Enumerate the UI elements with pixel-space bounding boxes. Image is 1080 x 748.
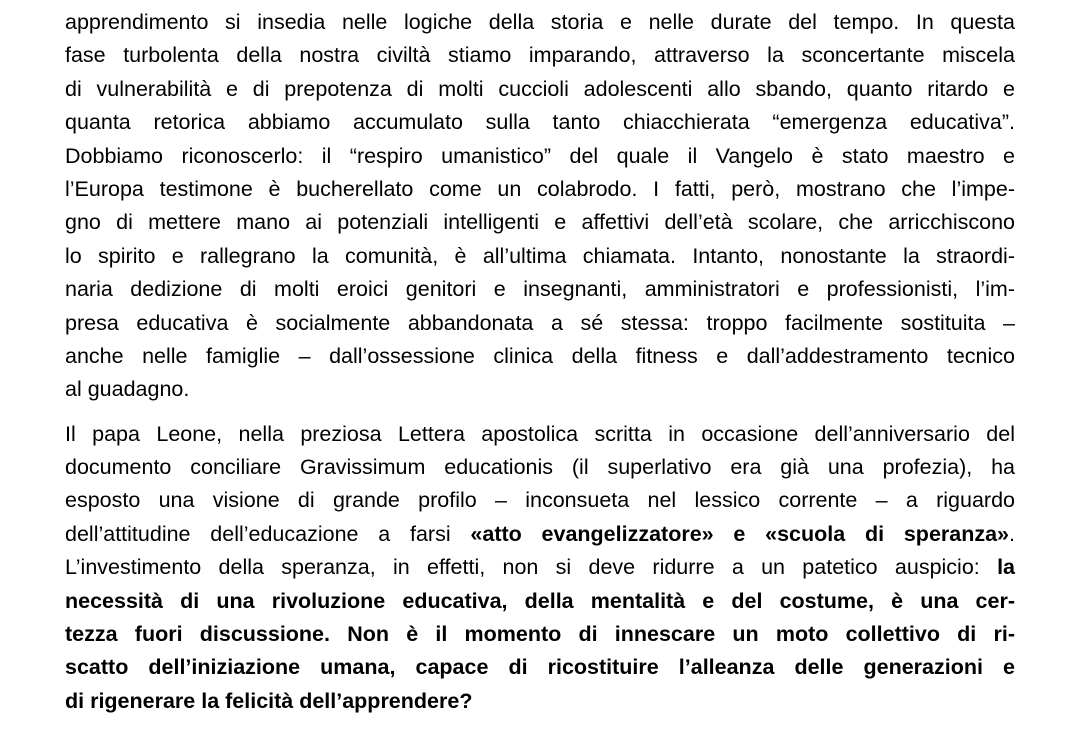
text-line: fase turbolenta della nostra civiltà stiamo imparando, attraverso la sconcertante miscela [65,43,1015,68]
bold-text-line: necessità di una rivoluzione educativa, della mentalità e del costume, è una cer- [65,588,1015,613]
paragraph-spacer [65,407,1015,418]
text-line: quanta retorica abbiamo accumulato sulla tanto chiacchierata “emergenza educativa”. [65,110,1015,135]
text-line: esposto una visione di grande profilo – inconsueta nel lessico corrente – a riguardo [65,488,1015,513]
bold-quote: «atto evangelizzatore» e «scuola di speranza» [470,521,1010,546]
bold-text-line: di rigenerare la felicità dell’apprendere? [65,688,473,713]
text-run: dell’attitudine dell’educazione a farsi [65,521,471,546]
text-line: anche nelle famiglie – dall’ossessione clinica della fitness e dall’addestramento tecnico [65,343,1015,368]
text-line: presa educativa è socialmente abbandonata a sé stessa: troppo facilmente sostituita – [65,310,1015,335]
text-line: al guadagno. [65,377,190,402]
text-line [65,551,1015,584]
paragraph-2 [65,418,1015,719]
text-line: naria dedizione di molti eroici genitori e insegnanti, amministratori e professionisti, l’im- [65,277,1015,302]
text-line: documento conciliare Gravissimum educationis (il superlativo era già una profezia), ha [65,455,1015,480]
text-line [65,518,1015,551]
text-line: Dobbiamo riconoscerlo: il “respiro umanistico” del quale il Vangelo è stato maestro e [65,143,1015,168]
text-line: Il papa Leone, nella preziosa Lettera apostolica scritta in occasione dell’anniversario del [65,421,1015,446]
bold-text-run: la [997,555,1015,580]
bold-text-line: tezza fuori discussione. Non è il momento di innescare un moto collettivo di ri- [65,622,1015,647]
text-run: L’investimento della speranza, in effetti, non si deve ridurre a un patetico auspicio: [65,555,998,580]
bold-text-line: scatto dell’iniziazione umana, capace di ricostituire l’alleanza delle generazioni e [65,655,1015,680]
text-line: lo spirito e rallegrano la comunità, è all’ultima chiamata. Intanto, nonostante la straordi- [65,243,1015,268]
text-run: . [1009,521,1016,546]
document-page [65,6,1015,718]
text-line: l’Europa testimone è bucherellato come un colabrodo. I fatti, però, mostrano che l’impe- [65,176,1015,201]
text-line: di vulnerabilità e di prepotenza di molti cuccioli adolescenti allo sbando, quanto ritardo e [65,76,1015,101]
text-line: gno di mettere mano ai potenziali intelligenti e affettivi dell’età scolare, che arricchiscono [65,210,1015,235]
paragraph-1 [65,6,1015,407]
text-line: apprendimento si insedia nelle logiche della storia e nelle durate del tempo. In questa [65,10,1015,34]
